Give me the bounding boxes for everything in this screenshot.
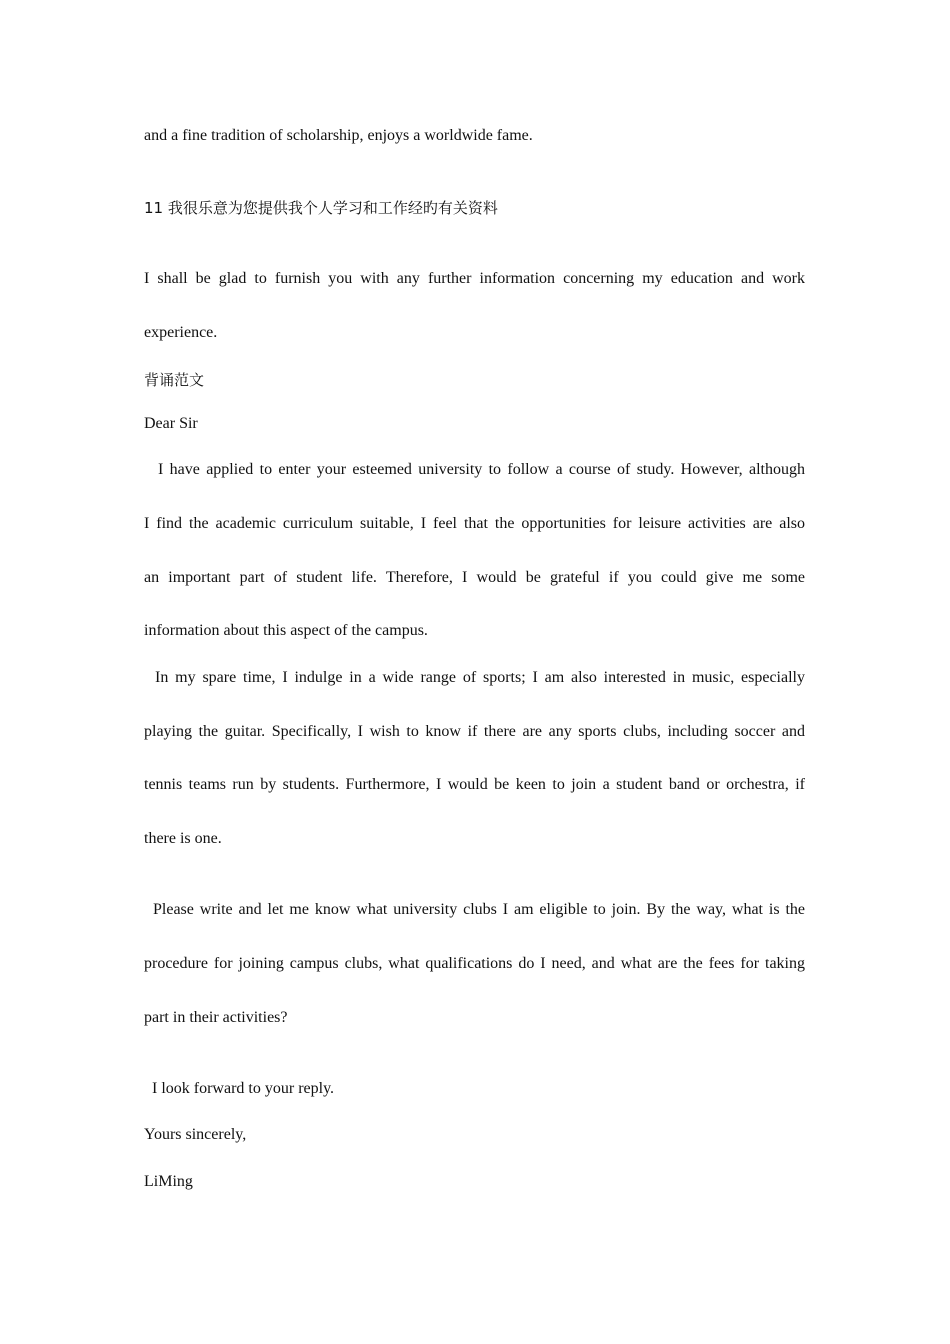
paragraph-1-line-2: I find the academic curriculum suitable, I feel that the opportunities for leisure activities are also (144, 515, 805, 532)
item-11-chinese-sentence: 11 我很乐意为您提供我个人学习和工作经旳有关资料 (144, 199, 498, 217)
paragraph-2-line-4: there is one. (144, 830, 222, 847)
letter-closing-line: I look forward to your reply. (152, 1080, 335, 1097)
paragraph-3-line-2: procedure for joining campus clubs, what qualifications do I need, and what are the fees for taking (144, 955, 805, 972)
item-11-english-sentence-line-1: I shall be glad to furnish you with any further information concerning my education and work (144, 270, 805, 287)
paragraph-3-line-3: part in their activities? (144, 1009, 288, 1026)
section-heading-model-essay: 背诵范文 (144, 371, 205, 389)
text-line-1: and a fine tradition of scholarship, enjoys a worldwide fame. (144, 127, 533, 144)
paragraph-1-line-3: an important part of student life. Therefore, I would be grateful if you could give me some (144, 569, 805, 586)
item-11-english-sentence-line-2: experience. (144, 324, 218, 341)
letter-signature-name: LiMing (144, 1173, 193, 1190)
paragraph-1-line-1: I have applied to enter your esteemed university to follow a course of study. However, although (158, 461, 805, 478)
paragraph-2-line-2: playing the guitar. Specifically, I wish to know if there are any sports clubs, including soccer and (144, 723, 805, 740)
paragraph-1-line-4: information about this aspect of the campus. (144, 622, 428, 639)
paragraph-2-line-1: In my spare time, I indulge in a wide range of sports; I am also interested in music, especially (155, 669, 805, 686)
letter-salutation: Dear Sir (144, 415, 198, 432)
paragraph-2-line-3: tennis teams run by students. Furthermore, I would be keen to join a student band or orchestra, if (144, 776, 805, 793)
letter-valediction: Yours sincerely, (144, 1126, 247, 1143)
paragraph-3-line-1: Please write and let me know what university clubs I am eligible to join. By the way, what is the (153, 901, 805, 918)
